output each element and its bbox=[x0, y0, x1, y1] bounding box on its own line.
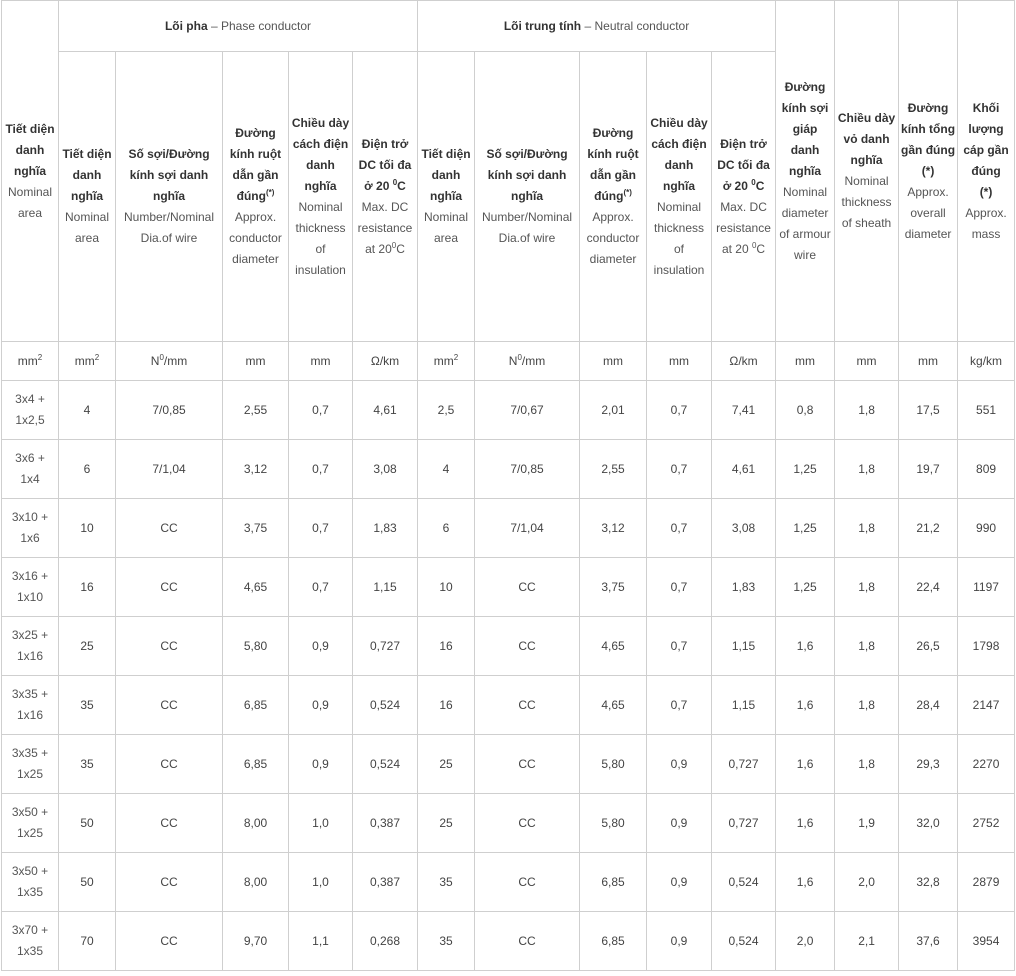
neutral-diameter-en: Approx. conductor diameter bbox=[586, 210, 640, 266]
cell-phase-res: 4,61 bbox=[353, 381, 418, 440]
table-row bbox=[2, 853, 1015, 912]
unit-mm2: $mm^2$ bbox=[418, 342, 475, 381]
header-area-en: Nominal area bbox=[7, 184, 52, 220]
unit-ohm: Ω/km bbox=[353, 342, 418, 381]
cell-neutral-ins: 0,7 bbox=[647, 558, 712, 617]
cell-overall: 32,8 bbox=[899, 853, 958, 912]
overall-en: Approx. overall diameter bbox=[904, 184, 952, 241]
phase-group-en: Phase conductor bbox=[220, 18, 312, 33]
cell-phase-ins: 0,9 bbox=[289, 735, 353, 794]
cell-sheath: 1,9 bbox=[835, 794, 899, 853]
header-neutral-insulation bbox=[647, 52, 712, 342]
cell-phase-res: 0,268 bbox=[353, 912, 418, 971]
header-phase-resistance bbox=[353, 52, 418, 342]
phase-area-en: Nominal area bbox=[64, 210, 109, 245]
cell-neutral-ins: 0,7 bbox=[647, 440, 712, 499]
cell-overall: 17,5 bbox=[899, 381, 958, 440]
cell-size: 3x16 + 1x10 bbox=[2, 558, 59, 617]
cell-armour: 1,6 bbox=[776, 617, 835, 676]
mass-star: (*) bbox=[979, 184, 993, 199]
units-row bbox=[2, 342, 1015, 381]
cell-phase-res: 0,524 bbox=[353, 735, 418, 794]
cell-neutral-area: 25 bbox=[418, 735, 475, 794]
cell-neutral-res: 0,524 bbox=[712, 912, 776, 971]
cell-mass: 2270 bbox=[958, 735, 1015, 794]
cell-overall: 37,6 bbox=[899, 912, 958, 971]
unit-n-mm: $N^0/mm$ bbox=[475, 342, 580, 381]
neutral-res-en-post: C bbox=[756, 241, 766, 256]
cell-size: 3x10 + 1x6 bbox=[2, 499, 59, 558]
cell-mass: 809 bbox=[958, 440, 1015, 499]
cell-neutral-wire: CC bbox=[475, 853, 580, 912]
cell-armour: 1,6 bbox=[776, 794, 835, 853]
neutral-group-en: Neutral conductor bbox=[594, 18, 690, 33]
header-phase-area bbox=[59, 52, 116, 342]
overall-vi: Đường kính tổng gần đúng bbox=[901, 100, 956, 157]
cell-neutral-area: 35 bbox=[418, 853, 475, 912]
cell-phase-dia: 4,65 bbox=[223, 558, 289, 617]
table-row bbox=[2, 794, 1015, 853]
cell-neutral-area: 35 bbox=[418, 912, 475, 971]
phase-res-vi-sup: 0 bbox=[392, 177, 398, 187]
phase-wires-vi: Số sợi/Đường kính sợi danh nghĩa bbox=[128, 147, 210, 203]
phase-res-vi-pre: Điện trở DC tối đa ở 20 bbox=[358, 136, 412, 193]
cell-phase-dia: 5,80 bbox=[223, 617, 289, 676]
cell-neutral-res: 0,524 bbox=[712, 853, 776, 912]
cell-armour: 1,6 bbox=[776, 676, 835, 735]
neutral-res-en-pre: Max. DC resistance at 20 bbox=[716, 199, 771, 256]
cell-phase-ins: 0,7 bbox=[289, 440, 353, 499]
cell-phase-area: 25 bbox=[59, 617, 116, 676]
unit-n-mm: $N^0/mm$ bbox=[116, 342, 223, 381]
cell-armour: 1,25 bbox=[776, 499, 835, 558]
cell-overall: 21,2 bbox=[899, 499, 958, 558]
cell-neutral-dia: 5,80 bbox=[580, 735, 647, 794]
unit-mm: mm bbox=[776, 342, 835, 381]
armour-vi: Đường kính sợi giáp danh nghĩa bbox=[781, 79, 829, 178]
header-area-vi: Tiết diện danh nghĩa bbox=[5, 121, 55, 178]
header-phase-insulation bbox=[289, 52, 353, 342]
cell-phase-dia: 8,00 bbox=[223, 853, 289, 912]
cell-armour: 0,8 bbox=[776, 381, 835, 440]
mass-en: Approx. mass bbox=[965, 205, 1007, 241]
cell-phase-area: 35 bbox=[59, 735, 116, 794]
cell-neutral-res: 1,15 bbox=[712, 676, 776, 735]
table-row bbox=[2, 735, 1015, 794]
table-row bbox=[2, 617, 1015, 676]
cell-overall: 32,0 bbox=[899, 794, 958, 853]
cell-size: 3x25 + 1x16 bbox=[2, 617, 59, 676]
header-overall bbox=[899, 1, 958, 342]
table-row bbox=[2, 440, 1015, 499]
cell-overall: 22,4 bbox=[899, 558, 958, 617]
neutral-res-vi-sup: 0 bbox=[751, 177, 756, 187]
cell-phase-wire: CC bbox=[116, 558, 223, 617]
cell-mass: 1197 bbox=[958, 558, 1015, 617]
cell-phase-dia: 6,85 bbox=[223, 735, 289, 794]
cell-phase-wire: CC bbox=[116, 912, 223, 971]
cell-phase-ins: 0,9 bbox=[289, 676, 353, 735]
cell-neutral-area: 16 bbox=[418, 617, 475, 676]
header-neutral-wires bbox=[475, 52, 580, 342]
header-neutral-group bbox=[418, 1, 776, 52]
cell-phase-wire: 7/1,04 bbox=[116, 440, 223, 499]
phase-res-en-pre: Max. DC resistance at 20 bbox=[357, 199, 413, 256]
cell-phase-res: 0,387 bbox=[353, 794, 418, 853]
cell-phase-wire: CC bbox=[116, 794, 223, 853]
neutral-insulation-en: Nominal thickness of insulation bbox=[653, 199, 705, 277]
cell-overall: 29,3 bbox=[899, 735, 958, 794]
cell-neutral-dia: 3,12 bbox=[580, 499, 647, 558]
unit-mm: mm bbox=[223, 342, 289, 381]
cell-sheath: 2,0 bbox=[835, 853, 899, 912]
phase-res-en-post: C bbox=[396, 241, 405, 256]
cell-neutral-wire: 7/0,67 bbox=[475, 381, 580, 440]
cell-neutral-res: 1,15 bbox=[712, 617, 776, 676]
cell-overall: 26,5 bbox=[899, 617, 958, 676]
cell-phase-area: 50 bbox=[59, 853, 116, 912]
cell-neutral-ins: 0,9 bbox=[647, 735, 712, 794]
table-row bbox=[2, 381, 1015, 440]
unit-mm: mm bbox=[899, 342, 958, 381]
cell-size: 3x35 + 1x16 bbox=[2, 676, 59, 735]
cell-sheath: 1,8 bbox=[835, 617, 899, 676]
table-row bbox=[2, 676, 1015, 735]
cell-neutral-dia: 6,85 bbox=[580, 912, 647, 971]
phase-group-vi: Lõi pha bbox=[164, 18, 208, 33]
header-phase-wires bbox=[116, 52, 223, 342]
cell-armour: 1,6 bbox=[776, 735, 835, 794]
cell-neutral-wire: 7/0,85 bbox=[475, 440, 580, 499]
cell-armour: 1,6 bbox=[776, 853, 835, 912]
neutral-insulation-vi: Chiều dày cách điện danh nghĩa bbox=[650, 115, 708, 193]
cell-neutral-res: 1,83 bbox=[712, 558, 776, 617]
cell-neutral-ins: 0,7 bbox=[647, 617, 712, 676]
unit-mm2: $mm^2$ bbox=[59, 342, 116, 381]
cell-phase-dia: 6,85 bbox=[223, 676, 289, 735]
cell-armour: 1,25 bbox=[776, 558, 835, 617]
sheath-vi: Chiều dày vỏ danh nghĩa bbox=[837, 111, 896, 167]
cell-neutral-dia: 2,55 bbox=[580, 440, 647, 499]
cell-sheath: 1,8 bbox=[835, 676, 899, 735]
cell-mass: 2879 bbox=[958, 853, 1015, 912]
unit-mm: mm bbox=[835, 342, 899, 381]
cell-phase-area: 10 bbox=[59, 499, 116, 558]
phase-group-sep: – bbox=[207, 18, 221, 33]
cell-phase-area: 70 bbox=[59, 912, 116, 971]
neutral-res-vi-post: C bbox=[755, 178, 765, 193]
phase-diameter-vi: Đường kính ruột dẫn gần đúng bbox=[229, 126, 282, 203]
cell-phase-wire: 7/0,85 bbox=[116, 381, 223, 440]
cell-armour: 2,0 bbox=[776, 912, 835, 971]
cell-phase-area: 6 bbox=[59, 440, 116, 499]
cell-neutral-res: 0,727 bbox=[712, 735, 776, 794]
cell-sheath: 1,8 bbox=[835, 440, 899, 499]
cell-neutral-dia: 5,80 bbox=[580, 794, 647, 853]
cell-neutral-dia: 6,85 bbox=[580, 853, 647, 912]
cell-neutral-area: 25 bbox=[418, 794, 475, 853]
header-armour bbox=[776, 1, 835, 342]
unit-mm2: $mm^2$ bbox=[2, 342, 59, 381]
cell-phase-dia: 9,70 bbox=[223, 912, 289, 971]
cell-phase-dia: 3,75 bbox=[223, 499, 289, 558]
cell-phase-ins: 1,0 bbox=[289, 853, 353, 912]
phase-diameter-star: (*) bbox=[265, 188, 275, 197]
neutral-res-en-sup: 0 bbox=[751, 240, 757, 250]
cell-mass: 990 bbox=[958, 499, 1015, 558]
cell-neutral-wire: CC bbox=[475, 558, 580, 617]
mass-vi: Khối lượng cáp gần đúng bbox=[963, 100, 1009, 178]
cell-neutral-dia: 4,65 bbox=[580, 617, 647, 676]
table-row bbox=[2, 912, 1015, 971]
neutral-area-en: Nominal area bbox=[424, 210, 469, 245]
cell-sheath: 1,8 bbox=[835, 381, 899, 440]
neutral-wires-vi: Số sợi/Đường kính sợi danh nghĩa bbox=[486, 147, 568, 203]
header-phase-diameter bbox=[223, 52, 289, 342]
cell-overall: 19,7 bbox=[899, 440, 958, 499]
cell-size: 3x70 + 1x35 bbox=[2, 912, 59, 971]
unit-kg: kg/km bbox=[958, 342, 1015, 381]
neutral-wires-en: Number/Nominal Dia.of wire bbox=[482, 210, 573, 245]
cell-sheath: 1,8 bbox=[835, 499, 899, 558]
neutral-area-vi: Tiết diện danh nghĩa bbox=[421, 147, 471, 203]
phase-diameter-en: Approx. conductor diameter bbox=[229, 210, 282, 266]
cell-neutral-area: 2,5 bbox=[418, 381, 475, 440]
phase-res-en-sup: 0 bbox=[391, 240, 397, 250]
header-neutral-area bbox=[418, 52, 475, 342]
cell-phase-area: 50 bbox=[59, 794, 116, 853]
header-phase-group bbox=[59, 1, 418, 52]
unit-mm: mm bbox=[580, 342, 647, 381]
cell-neutral-ins: 0,9 bbox=[647, 794, 712, 853]
armour-en: Nominal diameter of armour wire bbox=[779, 184, 831, 262]
neutral-diameter-vi: Đường kính ruột dẫn gần đúng bbox=[587, 126, 639, 203]
cell-phase-res: 1,83 bbox=[353, 499, 418, 558]
header-area bbox=[2, 1, 59, 342]
header-mass bbox=[958, 1, 1015, 342]
cell-neutral-res: 7,41 bbox=[712, 381, 776, 440]
cell-neutral-area: 6 bbox=[418, 499, 475, 558]
phase-area-vi: Tiết diện danh nghĩa bbox=[62, 147, 112, 203]
cell-neutral-ins: 0,7 bbox=[647, 499, 712, 558]
phase-insulation-en: Nominal thickness of insulation bbox=[295, 199, 346, 277]
cell-neutral-area: 16 bbox=[418, 676, 475, 735]
cell-phase-ins: 1,0 bbox=[289, 794, 353, 853]
cell-phase-wire: CC bbox=[116, 499, 223, 558]
cable-spec-table bbox=[1, 0, 1015, 971]
header-neutral-resistance bbox=[712, 52, 776, 342]
neutral-diameter-star: (*) bbox=[623, 188, 632, 197]
cell-phase-area: 4 bbox=[59, 381, 116, 440]
table-row bbox=[2, 558, 1015, 617]
phase-insulation-vi: Chiều dày cách điện danh nghĩa bbox=[291, 115, 350, 193]
cell-neutral-res: 0,727 bbox=[712, 794, 776, 853]
header-sheath bbox=[835, 1, 899, 342]
cell-mass: 2752 bbox=[958, 794, 1015, 853]
unit-mm: mm bbox=[647, 342, 712, 381]
cell-mass: 551 bbox=[958, 381, 1015, 440]
cell-neutral-ins: 0,9 bbox=[647, 853, 712, 912]
phase-wires-en: Number/Nominal Dia.of wire bbox=[123, 210, 215, 245]
cell-mass: 1798 bbox=[958, 617, 1015, 676]
cell-phase-res: 3,08 bbox=[353, 440, 418, 499]
cell-neutral-ins: 0,7 bbox=[647, 381, 712, 440]
cell-neutral-wire: CC bbox=[475, 735, 580, 794]
cell-neutral-dia: 2,01 bbox=[580, 381, 647, 440]
cell-phase-res: 0,524 bbox=[353, 676, 418, 735]
cell-size: 3x50 + 1x35 bbox=[2, 853, 59, 912]
cell-phase-wire: CC bbox=[116, 735, 223, 794]
cell-phase-ins: 1,1 bbox=[289, 912, 353, 971]
phase-res-vi-post: C bbox=[397, 178, 406, 193]
cell-neutral-area: 4 bbox=[418, 440, 475, 499]
header-neutral-diameter bbox=[580, 52, 647, 342]
cell-sheath: 2,1 bbox=[835, 912, 899, 971]
overall-star: (*) bbox=[921, 163, 935, 178]
cell-phase-area: 16 bbox=[59, 558, 116, 617]
cell-neutral-wire: CC bbox=[475, 794, 580, 853]
cell-phase-res: 0,727 bbox=[353, 617, 418, 676]
cell-neutral-res: 4,61 bbox=[712, 440, 776, 499]
cell-neutral-area: 10 bbox=[418, 558, 475, 617]
cell-sheath: 1,8 bbox=[835, 558, 899, 617]
sheath-en: Nominal thickness of sheath bbox=[841, 174, 892, 230]
cell-phase-wire: CC bbox=[116, 853, 223, 912]
cell-neutral-wire: CC bbox=[475, 617, 580, 676]
neutral-group-sep: – bbox=[581, 18, 595, 33]
cell-phase-ins: 0,7 bbox=[289, 381, 353, 440]
cell-neutral-dia: 4,65 bbox=[580, 676, 647, 735]
cell-mass: 2147 bbox=[958, 676, 1015, 735]
cell-phase-area: 35 bbox=[59, 676, 116, 735]
neutral-res-vi-pre: Điện trở DC tối đa ở 20 bbox=[717, 136, 770, 193]
cell-neutral-res: 3,08 bbox=[712, 499, 776, 558]
unit-mm: mm bbox=[289, 342, 353, 381]
cell-neutral-ins: 0,7 bbox=[647, 676, 712, 735]
cell-size: 3x4 + 1x2,5 bbox=[2, 381, 59, 440]
cell-overall: 28,4 bbox=[899, 676, 958, 735]
cell-phase-dia: 3,12 bbox=[223, 440, 289, 499]
cell-phase-wire: CC bbox=[116, 617, 223, 676]
cell-size: 3x35 + 1x25 bbox=[2, 735, 59, 794]
cell-size: 3x50 + 1x25 bbox=[2, 794, 59, 853]
cell-size: 3x6 + 1x4 bbox=[2, 440, 59, 499]
cell-neutral-wire: CC bbox=[475, 676, 580, 735]
cell-phase-ins: 0,7 bbox=[289, 558, 353, 617]
cell-phase-ins: 0,9 bbox=[289, 617, 353, 676]
cell-neutral-wire: CC bbox=[475, 912, 580, 971]
cell-phase-ins: 0,7 bbox=[289, 499, 353, 558]
cell-armour: 1,25 bbox=[776, 440, 835, 499]
cell-phase-wire: CC bbox=[116, 676, 223, 735]
cell-neutral-dia: 3,75 bbox=[580, 558, 647, 617]
table-row bbox=[2, 499, 1015, 558]
neutral-group-vi: Lõi trung tính bbox=[503, 18, 582, 33]
cell-phase-dia: 2,55 bbox=[223, 381, 289, 440]
cell-phase-res: 0,387 bbox=[353, 853, 418, 912]
cell-phase-res: 1,15 bbox=[353, 558, 418, 617]
cell-neutral-wire: 7/1,04 bbox=[475, 499, 580, 558]
cell-neutral-ins: 0,9 bbox=[647, 912, 712, 971]
cell-phase-dia: 8,00 bbox=[223, 794, 289, 853]
cell-sheath: 1,8 bbox=[835, 735, 899, 794]
unit-ohm: Ω/km bbox=[712, 342, 776, 381]
cell-mass: 3954 bbox=[958, 912, 1015, 971]
